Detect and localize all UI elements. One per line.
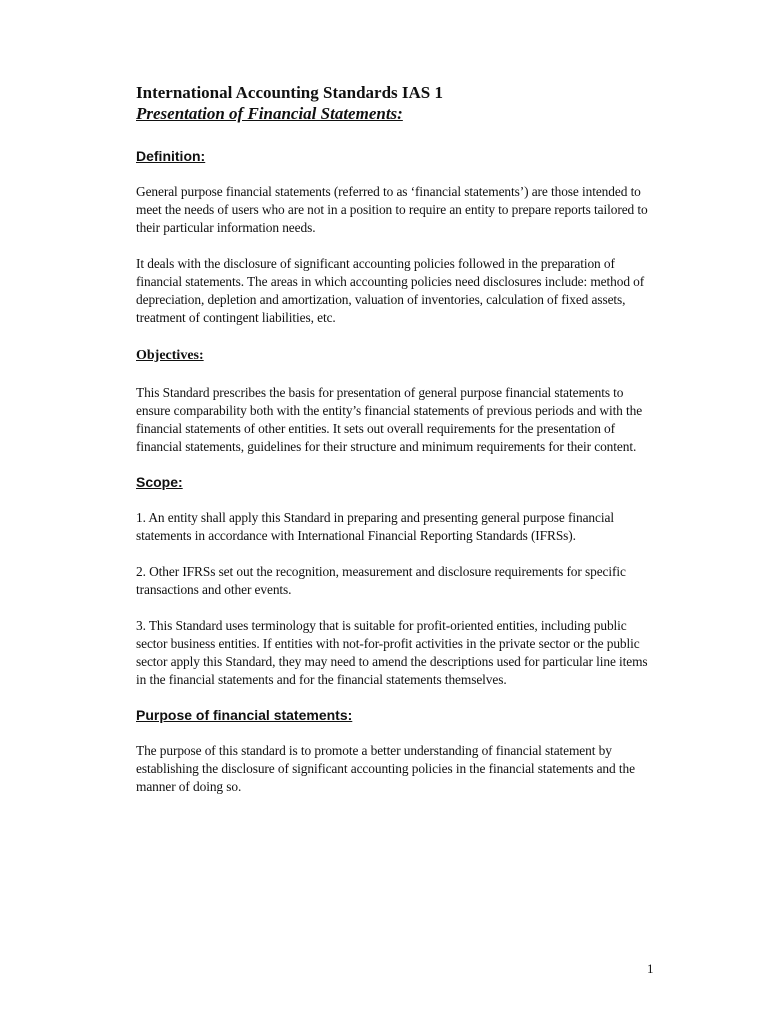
purpose-paragraph-1: The purpose of this standard is to promote a better understanding of financial statement by establishing the disclosure of significant accounting policies in the financial statements and the manner of doing so. xyxy=(136,743,635,794)
page-number: 1 xyxy=(647,961,654,976)
scope-paragraph-1: 1. An entity shall apply this Standard in preparing and presenting general purpose financial statements in accordance with International Financial Reporting Standards (IFRSs). xyxy=(136,510,614,543)
document-content xyxy=(136,82,656,796)
purpose-heading: Purpose of financial statements: xyxy=(136,707,353,723)
objectives-paragraph-1: This Standard prescribes the basis for presentation of general purpose financial statements to ensure comparability both with the entity’s financial statements of previous periods and with the financial statements of other entities. It sets out overall requirements for the presentation of financial statements, guidelines for their structure and minimum requirements for their content. xyxy=(136,385,643,454)
document-subtitle: Presentation of Financial Statements: xyxy=(136,104,403,123)
document-title: International Accounting Standards IAS 1 xyxy=(136,83,444,102)
definition-heading: Definition: xyxy=(136,148,206,164)
scope-paragraph-3: 3. This Standard uses terminology that is suitable for profit-oriented entities, including public sector business entities. If entities with not-for-profit activities in the private sector or the public sector apply this Standard, they may need to amend the descriptions used for particular line items in the financial statements and for the financial statements themselves. xyxy=(136,618,648,687)
definition-paragraph-1: General purpose financial statements (referred to as ‘financial statements’) are those intended to meet the needs of users who are not in a position to require an entity to prepare reports tailored to their particular information needs. xyxy=(136,184,648,235)
scope-heading: Scope: xyxy=(136,474,183,490)
scope-paragraph-2: 2. Other IFRSs set out the recognition, measurement and disclosure requirements for specific transactions and other events. xyxy=(136,564,626,597)
definition-paragraph-2: It deals with the disclosure of significant accounting policies followed in the preparation of financial statements. The areas in which accounting policies need disclosures include: method of depreciation, depletion and amortization, valuation of inventories, calculation of fixed assets, treatment of contingent liabilities, etc. xyxy=(136,256,645,325)
objectives-heading: Objectives: xyxy=(136,348,204,363)
